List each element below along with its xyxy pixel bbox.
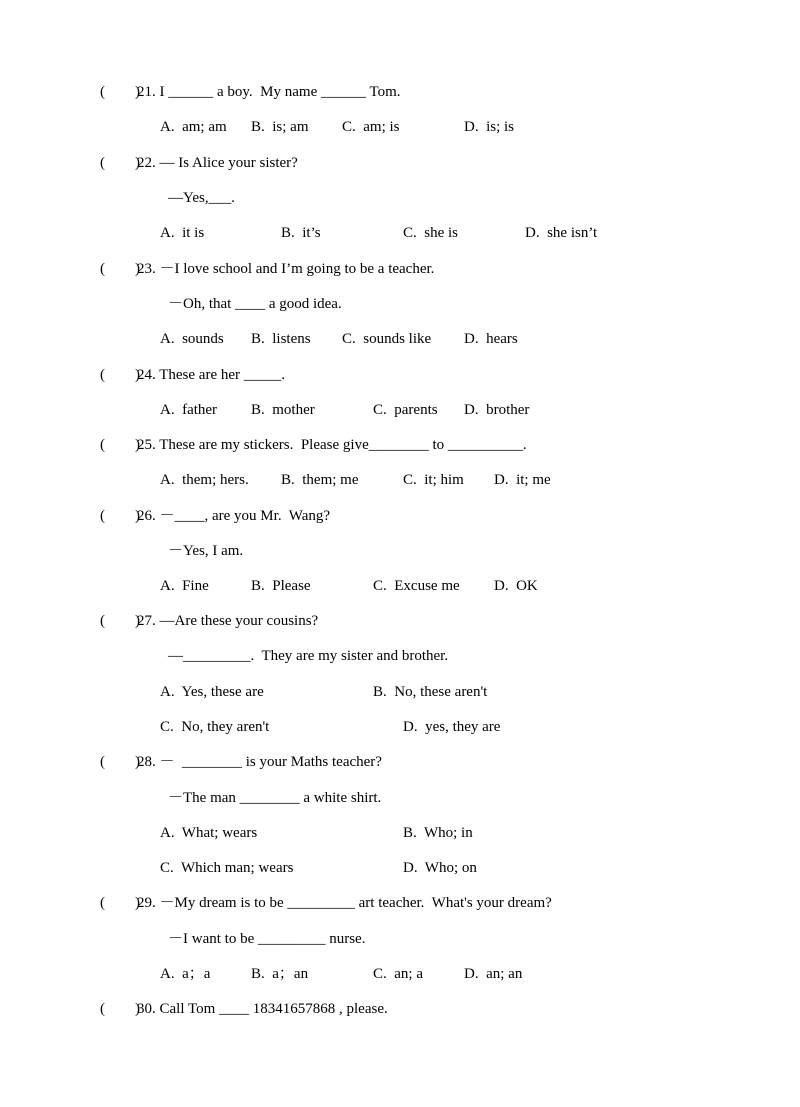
option-23-c: C. sounds like	[342, 331, 432, 347]
answer-blank-23[interactable]: ( )	[100, 261, 140, 277]
option-29-c: C. an; a	[373, 966, 423, 982]
question-22-reply: —Yes,___.	[168, 190, 235, 206]
answer-blank-26[interactable]: ( )	[100, 508, 140, 524]
question-30-stem: 30. Call Tom ____ 18341657868 , please.	[137, 1001, 388, 1017]
answer-blank-28[interactable]: ( )	[100, 754, 140, 770]
question-22-stem: 22. — Is Alice your sister?	[137, 155, 298, 171]
answer-blank-29[interactable]: ( )	[100, 895, 140, 911]
option-29-a: A. a；a	[160, 966, 211, 982]
answer-blank-24[interactable]: ( )	[100, 367, 140, 383]
question-28-stem: 28. － ________ is your Maths teacher?	[137, 754, 382, 770]
answer-blank-27[interactable]: ( )	[100, 613, 140, 629]
option-22-c: C. she is	[403, 225, 459, 241]
option-27-d: D. yes, they are	[403, 719, 501, 735]
question-29-reply: －I want to be _________ nurse.	[168, 931, 366, 947]
question-23-stem: 23. －I love school and I’m going to be a teacher.	[137, 261, 435, 277]
question-23-reply: －Oh, that ____ a good idea.	[168, 296, 342, 312]
option-21-c: C. am; is	[342, 119, 400, 135]
option-24-b: B. mother	[251, 402, 315, 418]
option-26-d: D. OK	[494, 578, 538, 594]
option-22-a: A. it is	[160, 225, 205, 241]
option-27-c: C. No, they aren't	[160, 719, 270, 735]
option-29-d: D. an; an	[464, 966, 523, 982]
option-25-d: D. it; me	[494, 472, 551, 488]
option-24-c: C. parents	[373, 402, 438, 418]
option-23-a: A. sounds	[160, 331, 224, 347]
question-26-reply: －Yes, I am.	[168, 543, 244, 559]
option-21-d: D. is; is	[464, 119, 515, 135]
option-26-c: C. Excuse me	[373, 578, 460, 594]
option-27-a: A. Yes, these are	[160, 684, 264, 700]
question-27-reply: —_________. They are my sister and brother.	[168, 648, 449, 664]
option-23-b: B. listens	[251, 331, 311, 347]
option-26-b: B. Please	[251, 578, 311, 594]
option-24-d: D. brother	[464, 402, 530, 418]
answer-blank-21[interactable]: ( )	[100, 84, 140, 100]
option-21-b: B. is; am	[251, 119, 309, 135]
option-29-b: B. a；an	[251, 966, 309, 982]
question-27-stem: 27. —Are these your cousins?	[137, 613, 319, 629]
option-22-d: D. she isn’t	[525, 225, 598, 241]
option-28-d: D. Who; on	[403, 860, 477, 876]
answer-blank-22[interactable]: ( )	[100, 155, 140, 171]
option-27-b: B. No, these aren't	[373, 684, 488, 700]
question-24-stem: 24. These are her _____.	[137, 367, 286, 383]
option-25-a: A. them; hers.	[160, 472, 249, 488]
option-26-a: A. Fine	[160, 578, 209, 594]
question-28-reply: －The man ________ a white shirt.	[168, 790, 382, 806]
question-26-stem: 26. －____, are you Mr. Wang?	[137, 508, 331, 524]
option-22-b: B. it’s	[281, 225, 321, 241]
question-25-stem: 25. These are my stickers. Please give________ to __________.	[137, 437, 527, 453]
answer-blank-25[interactable]: ( )	[100, 437, 140, 453]
question-21-stem: 21. I ______ a boy. My name ______ Tom.	[137, 84, 401, 100]
option-24-a: A. father	[160, 402, 218, 418]
answer-blank-30[interactable]: ( )	[100, 1001, 140, 1017]
option-28-a: A. What; wears	[160, 825, 258, 841]
option-21-a: A. am; am	[160, 119, 227, 135]
option-23-d: D. hears	[464, 331, 518, 347]
option-28-b: B. Who; in	[403, 825, 473, 841]
question-29-stem: 29. －My dream is to be _________ art teacher. What's your dream?	[137, 895, 552, 911]
option-25-b: B. them; me	[281, 472, 359, 488]
option-28-c: C. Which man; wears	[160, 860, 294, 876]
option-25-c: C. it; him	[403, 472, 464, 488]
